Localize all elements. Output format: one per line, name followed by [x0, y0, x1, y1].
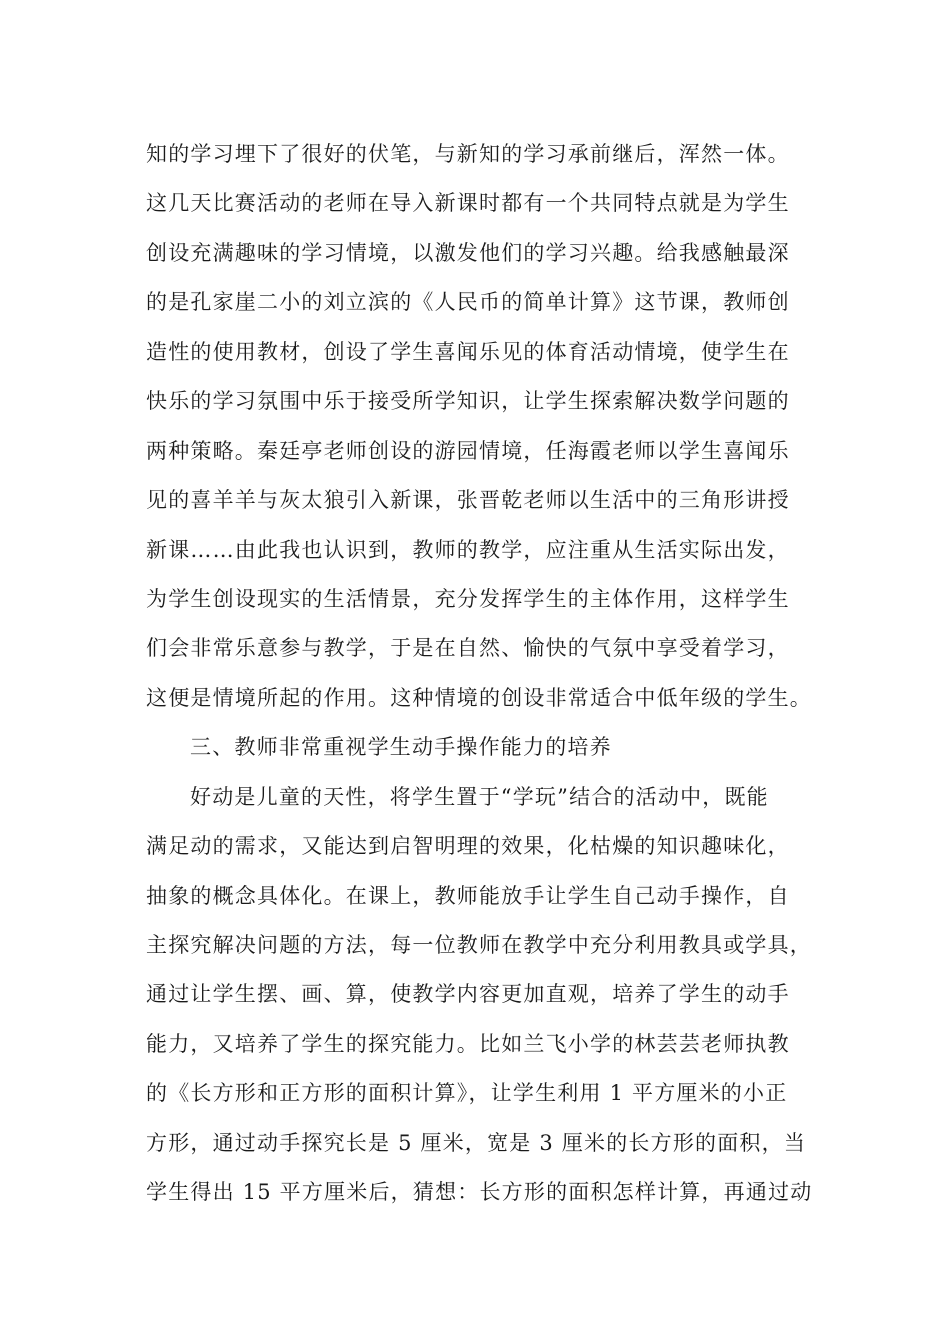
text-line: 学生得出 15 平方厘米后，猜想：长方形的面积怎样计算，再通过动: [146, 1180, 813, 1205]
text-line: 好动是儿童的天性，将学生置于“学玩”结合的活动中，既能: [190, 784, 769, 809]
text-line: 抽象的概念具体化。在课上，教师能放手让学生自己动手操作，自: [146, 883, 790, 908]
text-line: 创设充满趣味的学习情境，以激发他们的学习兴趣。给我感触最深: [146, 240, 790, 265]
text-line: 满足动的需求，又能达到启智明理的效果，化枯燥的知识趣味化，: [146, 834, 790, 859]
body-text: [146, 134, 826, 1222]
text-line: 通过让学生摆、画、算，使教学内容更加直观，培养了学生的动手: [146, 982, 790, 1007]
text-line: 知的学习埋下了很好的伏笔，与新知的学习承前继后，浑然一体。: [146, 142, 790, 166]
text-line: 们会非常乐意参与教学，于是在自然、愉快的气氛中享受着学习，: [146, 636, 790, 661]
section-heading: 三、教师非常重视学生动手操作能力的培养: [190, 735, 612, 760]
text-line: 快乐的学习氛围中乐于接受所学知识，让学生探索解决数学问题的: [146, 389, 790, 414]
text-line: 能力，又培养了学生的探究能力。比如兰飞小学的林芸芸老师执教: [146, 1031, 790, 1056]
text-line: 主探究解决问题的方法，每一位教师在教学中充分利用教具或学具，: [146, 933, 812, 957]
text-line: 方形，通过动手探究长是 5 厘米，宽是 3 厘米的长方形的面积，当: [146, 1130, 807, 1155]
text-line: 的《长方形和正方形的面积计算》，让学生利用 1 平方厘米的小正: [146, 1081, 788, 1106]
text-line: 两种策略。秦廷亭老师创设的游园情境，任海霞老师以学生喜闻乐: [146, 438, 790, 463]
text-line: 见的喜羊羊与灰太狼引入新课，张晋乾老师以生活中的三角形讲授: [146, 488, 790, 513]
text-line: 的是孔家崖二小的刘立滨的《人民币的简单计算》这节课，教师创: [146, 290, 790, 315]
text-line: 造性的使用教材，创设了学生喜闻乐见的体育活动情境，使学生在: [146, 339, 790, 364]
text-line: 新课……由此我也认识到，教师的教学，应注重从生活实际出发，: [146, 537, 790, 562]
text-line: 这便是情境所起的作用。这种情境的创设非常适合中低年级的学生。: [146, 685, 812, 710]
text-line: 这几天比赛活动的老师在导入新课时都有一个共同特点就是为学生: [146, 191, 790, 216]
text-line: 为学生创设现实的生活情景，充分发挥学生的主体作用，这样学生: [146, 586, 790, 611]
